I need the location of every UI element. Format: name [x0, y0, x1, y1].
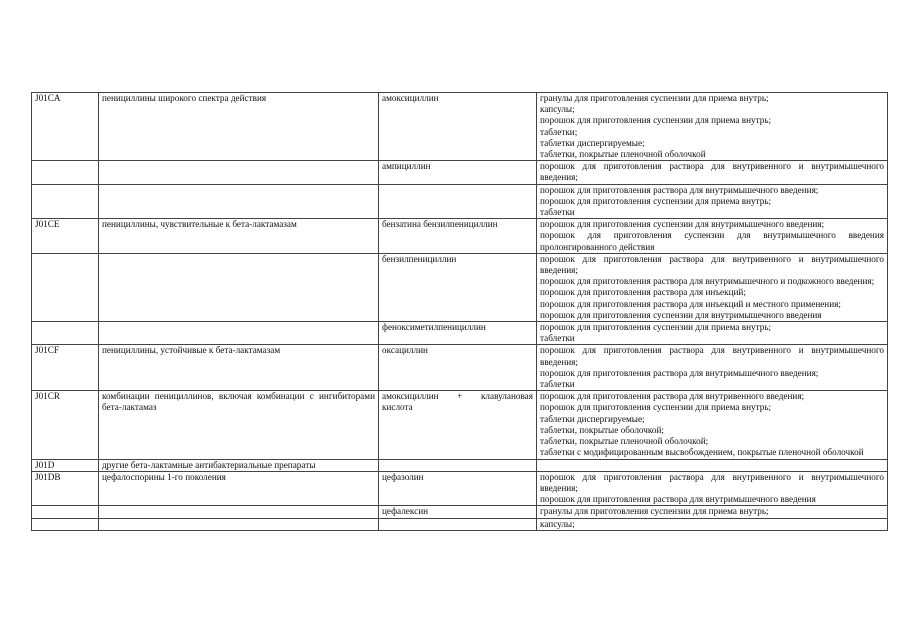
dosage-form: таблетки диспергируемые; — [540, 413, 645, 424]
atc-group-cell: пенициллины, устойчивые к бета-лактамазам — [99, 345, 379, 391]
dosage-form: таблетки, покрытые пленочной оболочкой — [540, 149, 706, 160]
dosage-forms-cell — [537, 518, 888, 530]
atc-group-cell: цефалоспорины 1-го поколения — [99, 471, 379, 506]
dosage-form: таблетки — [540, 379, 575, 390]
atc-group-cell: пенициллины, чувствительные к бета-лактамазам — [99, 219, 379, 254]
table-row — [32, 184, 888, 219]
atc-group-cell — [99, 184, 379, 219]
dosage-form: порошок для приготовления суспензии для внутримышечного введения пролонгированного действия — [540, 230, 884, 252]
drug-name-cell: амоксициллин + клавулановая кислота — [379, 391, 537, 459]
dosage-form: таблетки с модифицированным высвобождением, покрытые пленочной оболочкой — [540, 447, 864, 458]
drug-name-cell: феноксиметилпенициллин — [379, 322, 537, 345]
atc-code-cell — [32, 161, 99, 184]
dosage-form: порошок для приготовления раствора для внутривенного и внутримышечного введения; — [540, 471, 884, 493]
dosage-forms-cell — [537, 345, 888, 391]
dosage-form: таблетки — [540, 207, 575, 218]
dosage-form: порошок для приготовления раствора для инъекций; — [540, 287, 746, 298]
drug-name-cell: амоксициллин — [379, 93, 537, 161]
dosage-form: порошок для приготовления раствора для внутривенного и внутримышечного введения; — [540, 161, 884, 183]
drug-name-cell — [379, 184, 537, 219]
dosage-form: гранулы для приготовления суспензии для приема внутрь; — [540, 93, 769, 103]
dosage-form: порошок для приготовления раствора для внутривенного введения; — [540, 391, 805, 402]
drug-table-body — [32, 93, 888, 531]
dosage-form: таблетки, покрытые пленочной оболочкой; — [540, 436, 709, 447]
dosage-form: таблетки; — [540, 126, 578, 137]
dosage-form: порошок для приготовления раствора для внутривенного и внутримышечного введения; — [540, 345, 884, 367]
dosage-form: порошок для приготовления раствора для внутримышечного введения — [540, 494, 816, 505]
dosage-form: порошок для приготовления раствора для инъекций и местного применения; — [540, 298, 841, 309]
atc-code-cell: J01CA — [32, 93, 99, 161]
table-row — [32, 161, 888, 184]
table-row — [32, 322, 888, 345]
atc-code-cell — [32, 506, 99, 518]
dosage-forms-cell — [537, 471, 888, 506]
dosage-forms-cell — [537, 459, 888, 471]
dosage-form: порошок для приготовления раствора для внутримышечного и подкожного введения; — [540, 276, 875, 287]
drug-name-cell — [379, 518, 537, 530]
dosage-forms-cell — [537, 93, 888, 161]
dosage-forms-cell — [537, 322, 888, 345]
atc-code-cell — [32, 322, 99, 345]
drug-name-cell: бензатина бензилпенициллин — [379, 219, 537, 254]
dosage-form: порошок для приготовления суспензии для внутримышечного введения; — [540, 219, 825, 230]
atc-group-cell — [99, 518, 379, 530]
table-row — [32, 219, 888, 254]
atc-group-cell: пенициллины широкого спектра действия — [99, 93, 379, 161]
dosage-form: капсулы; — [540, 518, 575, 529]
atc-code-cell: J01DB — [32, 471, 99, 506]
dosage-form: капсулы; — [540, 104, 575, 115]
dosage-forms-cell — [537, 184, 888, 219]
drug-name-cell: бензилпенициллин — [379, 253, 537, 321]
atc-code-cell — [32, 518, 99, 530]
dosage-form: таблетки — [540, 333, 575, 344]
atc-group-cell — [99, 322, 379, 345]
dosage-forms-cell — [537, 219, 888, 254]
drug-name-cell: ампициллин — [379, 161, 537, 184]
atc-code-cell: J01CE — [32, 219, 99, 254]
table-row — [32, 391, 888, 459]
atc-code-cell — [32, 184, 99, 219]
dosage-form: порошок для приготовления раствора для внутривенного и внутримышечного введения; — [540, 253, 884, 276]
dosage-form: порошок для приготовления суспензии для внутримышечного введения — [540, 309, 822, 320]
dosage-form: таблетки диспергируемые; — [540, 137, 645, 148]
atc-group-cell — [99, 506, 379, 518]
atc-code-cell: J01CR — [32, 391, 99, 459]
dosage-forms-cell — [537, 506, 888, 518]
dosage-form: порошок для приготовления суспензии для приема внутрь; — [540, 115, 772, 126]
table-row — [32, 93, 888, 161]
table-row — [32, 518, 888, 530]
table-row — [32, 506, 888, 518]
dosage-forms-cell — [537, 253, 888, 321]
drug-name-cell: оксациллин — [379, 345, 537, 391]
table-row — [32, 345, 888, 391]
table-row — [32, 459, 888, 471]
atc-group-cell — [99, 253, 379, 321]
drug-name-cell: цефазолин — [379, 471, 537, 506]
table-row — [32, 471, 888, 506]
dosage-form: порошок для приготовления суспензии для приема внутрь; — [540, 195, 772, 206]
atc-code-cell — [32, 253, 99, 321]
dosage-forms-cell — [537, 161, 888, 184]
atc-group-cell: комбинации пенициллинов, включая комбинации с ингибиторами бета-лактамаз — [99, 391, 379, 459]
dosage-forms-cell — [537, 391, 888, 459]
dosage-form: порошок для приготовления раствора для внутримышечного введения; — [540, 184, 819, 195]
dosage-form: гранулы для приготовления суспензии для приема внутрь; — [540, 506, 769, 517]
drug-table — [31, 92, 888, 531]
atc-code-cell: J01D — [32, 459, 99, 471]
drug-name-cell: цефалексин — [379, 506, 537, 518]
atc-group-cell: другие бета-лактамные антибактериальные препараты — [99, 459, 379, 471]
drug-name-cell — [379, 459, 537, 471]
dosage-form: порошок для приготовления суспензии для приема внутрь; — [540, 322, 772, 333]
dosage-form: порошок для приготовления раствора для внутримышечного введения; — [540, 367, 819, 378]
atc-group-cell — [99, 161, 379, 184]
atc-code-cell: J01CF — [32, 345, 99, 391]
dosage-form: порошок для приготовления суспензии для приема внутрь; — [540, 402, 772, 413]
table-row — [32, 253, 888, 321]
dosage-form: таблетки, покрытые оболочкой; — [540, 424, 664, 435]
